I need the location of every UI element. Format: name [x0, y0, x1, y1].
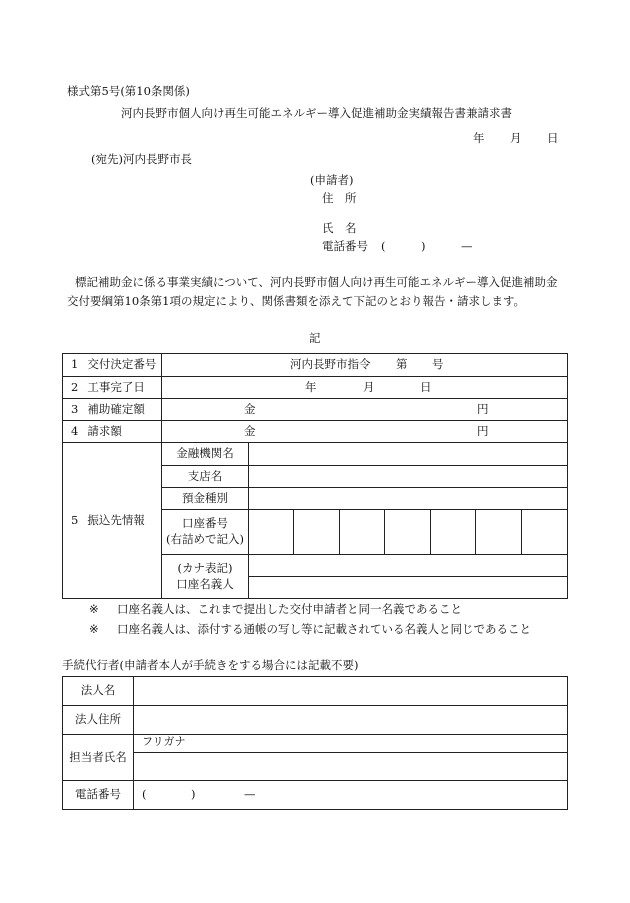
applicant-phone-close: )	[421, 239, 426, 253]
body-line-2: 交付要綱第10条第1項の規定により、関係書類を添えて下記のとおり報告・請求します。	[67, 294, 526, 308]
row-num: 3	[71, 401, 79, 416]
row-person-name	[63, 753, 568, 781]
account-digit-1[interactable]	[249, 510, 294, 555]
note-2-mark: ※	[89, 622, 99, 636]
yen-mark: 円	[477, 424, 489, 438]
deposit-type-field[interactable]	[249, 488, 568, 510]
row-claim-amount	[63, 421, 568, 443]
row-num: 4	[71, 423, 79, 438]
account-digit-5[interactable]	[431, 510, 476, 555]
furigana-field[interactable]	[134, 735, 568, 753]
account-digit-7[interactable]	[522, 510, 568, 555]
row-corp-name	[63, 677, 568, 706]
kin-mark: 金	[244, 424, 256, 438]
account-digit-3[interactable]	[340, 510, 385, 555]
agent-phone-label: 電話番号	[63, 781, 134, 810]
row-label: 振込先情報	[87, 512, 145, 527]
note-1-mark: ※	[89, 602, 99, 616]
applicant-name-label: 氏 名	[322, 221, 357, 235]
completion-month: 月	[363, 380, 375, 394]
account-holder-kana-field[interactable]	[249, 555, 568, 577]
row-completion-date	[63, 377, 568, 399]
agent-phone-open: (	[142, 787, 147, 801]
bank-name-label: 金融機関名	[162, 443, 249, 466]
yen-mark: 円	[477, 402, 489, 416]
date-month: 月	[510, 131, 522, 145]
kin-mark: 金	[244, 402, 256, 416]
body-line-1: 標記補助金に係る事業実績について、河内長野市個人向け再生可能エネルギー導入促進補助金	[75, 275, 558, 289]
deposit-type-label: 預金種別	[162, 488, 249, 510]
agent-phone-dash: —	[244, 787, 256, 801]
claim-amount-field[interactable]	[162, 421, 568, 443]
branch-name-label: 支店名	[162, 466, 249, 488]
person-name-field[interactable]	[134, 753, 568, 781]
date-year: 年	[473, 131, 485, 145]
person-name-label: 担当者氏名	[63, 735, 134, 781]
note-2-text: 口座名義人は、添付する通帳の写し等に記載されている名義人と同じであること	[117, 622, 531, 636]
agent-table	[62, 676, 568, 810]
row-corp-address	[63, 706, 568, 735]
row-confirmed-amount	[63, 399, 568, 421]
row-label: 補助確定額	[87, 401, 145, 416]
addressee: (宛先)河内長野市長	[91, 152, 192, 166]
note-1-text: 口座名義人は、これまで提出した交付申請者と同一名義であること	[117, 602, 462, 616]
agent-heading: 手続代行者(申請者本人が手続きをする場合には記載不要)	[62, 658, 359, 672]
applicant-address-label: 住 所	[322, 191, 357, 205]
agent-phone-field[interactable]	[134, 781, 568, 810]
decision-dai: 第	[396, 357, 408, 371]
completion-year: 年	[305, 380, 317, 394]
completion-date-field[interactable]	[162, 377, 568, 399]
report-table	[62, 353, 568, 599]
confirmed-amount-field[interactable]	[162, 399, 568, 421]
completion-day: 日	[420, 380, 432, 394]
row-decision-number	[63, 354, 568, 377]
account-digit-6[interactable]	[476, 510, 522, 555]
row-bank-name	[63, 443, 568, 466]
row-label: 交付決定番号	[87, 357, 157, 372]
account-digit-2[interactable]	[294, 510, 340, 555]
account-number-label: 口座番号 (右詰めで記入)	[162, 510, 249, 555]
account-holder-label: (カナ表記) 口座名義人	[162, 555, 249, 599]
account-holder-name-field[interactable]	[249, 577, 568, 599]
applicant-phone-open: (	[381, 239, 386, 253]
applicant-phone-dash: —	[461, 239, 473, 253]
row-num: 5	[71, 512, 79, 527]
corp-address-label: 法人住所	[63, 706, 134, 735]
decision-number-field[interactable]	[162, 354, 568, 377]
corp-name-field[interactable]	[134, 677, 568, 706]
agent-phone-close: )	[191, 787, 196, 801]
bank-name-field[interactable]	[249, 443, 568, 466]
row-label: 請求額	[87, 423, 122, 438]
applicant-phone-label: 電話番号	[322, 239, 368, 253]
row-num: 2	[71, 379, 79, 394]
corp-address-field[interactable]	[134, 706, 568, 735]
document-title: 河内長野市個人向け再生可能エネルギー導入促進補助金実績報告書兼請求書	[121, 106, 512, 120]
furigana-label: フリガナ	[142, 735, 186, 748]
row-furigana	[63, 735, 568, 753]
applicant-heading: (申請者)	[310, 173, 354, 187]
decision-go: 号	[432, 357, 444, 371]
decision-prefix: 河内長野市指令	[290, 357, 371, 371]
branch-name-field[interactable]	[249, 466, 568, 488]
form-number: 様式第5号(第10条関係)	[67, 84, 190, 98]
account-digit-4[interactable]	[385, 510, 431, 555]
row-agent-phone	[63, 781, 568, 810]
row-num: 1	[71, 357, 79, 372]
row-label: 工事完了日	[87, 379, 145, 394]
corp-name-label: 法人名	[63, 677, 134, 706]
date-day: 日	[547, 131, 559, 145]
ki-heading: 記	[309, 331, 321, 345]
